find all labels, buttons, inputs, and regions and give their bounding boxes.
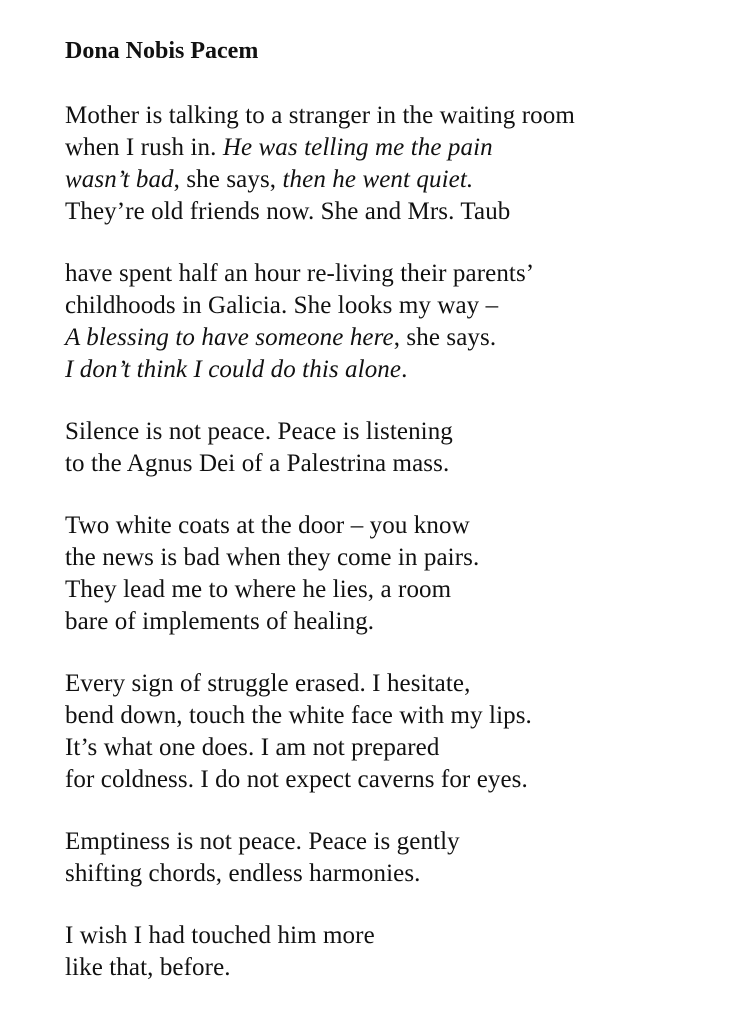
text-segment: Two white coats at the door – you know: [65, 512, 470, 539]
poem-line: [65, 732, 736, 764]
text-segment: It’s what one does. I am not prepared: [65, 734, 440, 761]
poem-line: [65, 290, 736, 322]
text-segment: when I rush in.: [65, 134, 223, 161]
text-segment: the news is bad when they come in pairs.: [65, 544, 480, 571]
poem-line: [65, 448, 736, 480]
italic-text-segment: A blessing to have someone here: [65, 324, 394, 351]
text-segment: for coldness. I do not expect caverns for eyes.: [65, 766, 528, 793]
poem-line: [65, 700, 736, 732]
stanza: [65, 100, 736, 228]
poem-line: [65, 668, 736, 700]
poem-line: [65, 322, 736, 354]
text-segment: Silence is not peace. Peace is listening: [65, 418, 453, 445]
text-segment: like that, before.: [65, 954, 231, 981]
text-segment: childhoods in Galicia. She looks my way –: [65, 292, 499, 319]
text-segment: to the Agnus Dei of a Palestrina mass.: [65, 450, 450, 477]
text-segment: Mother is talking to a stranger in the waiting room: [65, 102, 575, 129]
text-segment: .: [401, 356, 408, 383]
text-segment: Every sign of struggle erased. I hesitate,: [65, 670, 471, 697]
text-segment: I wish I had touched him more: [65, 922, 375, 949]
poem-line: [65, 164, 736, 196]
stanza: [65, 920, 736, 984]
text-segment: bare of implements of healing.: [65, 608, 375, 635]
text-segment: , she says.: [393, 324, 497, 351]
text-segment: They’re old friends now. She and Mrs. Taub: [65, 198, 511, 225]
poem-line: [65, 606, 736, 638]
italic-text-segment: then he went quiet.: [282, 166, 474, 193]
poem-line: [65, 920, 736, 952]
poem-line: [65, 196, 736, 228]
text-segment: bend down, touch the white face with my lips.: [65, 702, 532, 729]
text-segment: , she says,: [173, 166, 283, 193]
poem-title: Dona Nobis Pacem: [65, 38, 259, 64]
text-segment: shifting chords, endless harmonies.: [65, 860, 421, 887]
stanza: [65, 416, 736, 480]
stanza: [65, 510, 736, 638]
poem-line: [65, 952, 736, 984]
poem-line: [65, 132, 736, 164]
stanza: [65, 258, 736, 386]
poem-body: [65, 100, 736, 984]
poem-line: [65, 858, 736, 890]
poem-line: [65, 100, 736, 132]
poem-line: [65, 510, 736, 542]
text-segment: have spent half an hour re-living their parents’: [65, 260, 535, 287]
poem-line: [65, 764, 736, 796]
stanza: [65, 668, 736, 796]
poem-line: [65, 542, 736, 574]
poem-line: [65, 826, 736, 858]
italic-text-segment: He was telling me the pain: [222, 134, 493, 161]
text-segment: They lead me to where he lies, a room: [65, 576, 452, 603]
italic-text-segment: I don’t think I could do this alone: [65, 356, 402, 383]
poem-line: [65, 574, 736, 606]
poem-line: [65, 416, 736, 448]
poem-line: [65, 354, 736, 386]
poem-line: [65, 258, 736, 290]
stanza: [65, 826, 736, 890]
text-segment: Emptiness is not peace. Peace is gently: [65, 828, 460, 855]
italic-text-segment: wasn’t bad: [65, 166, 174, 193]
